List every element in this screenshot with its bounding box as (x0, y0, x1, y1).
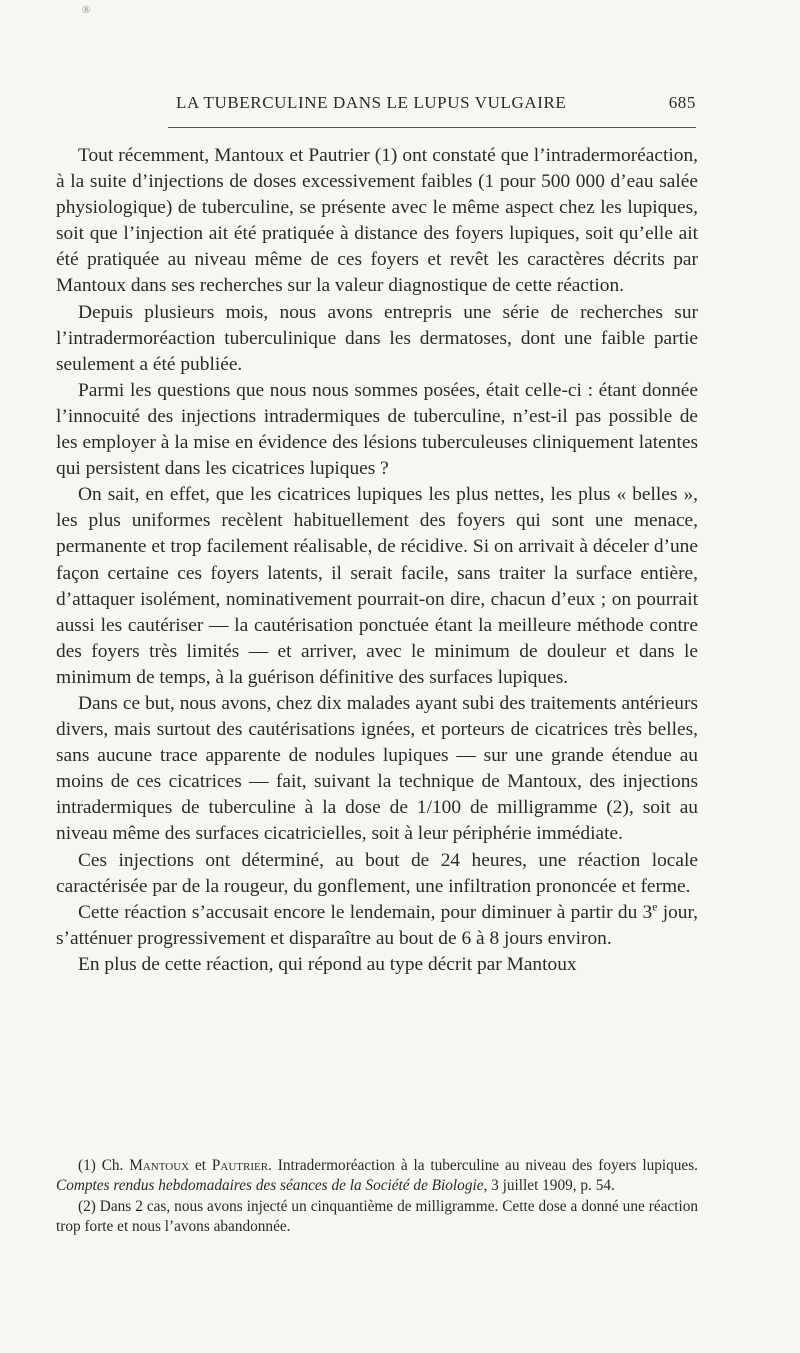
footnote-1-end: , 3 juillet 1909, p. 54. (483, 1177, 615, 1195)
paragraph-8: En plus de cette réaction, qui répond au type décrit par Mantoux (78, 953, 577, 975)
running-title: LA TUBERCULINE DANS LE LUPUS VULGAIRE (176, 93, 567, 112)
footnote-1-and: et (189, 1157, 212, 1174)
paragraph-5: Dans ce but, nous avons, chez dix malades ayant subi des traitements antérieurs divers, mais surtout des cautérisations ignées, et porteurs de cicatrices très belles, sans aucune trace apparente de nodules lupiques — sur une grande étendue au moins de ces cicatrices — fait, suivant la technique de Mantoux, des injections intradermiques de tuberculine à la dose de 1/100 de milligramme (2), soit au niveau même des surfaces cicatricielles, soit à leur périphérie immédiate. (56, 692, 698, 845)
paragraph-2: Depuis plusieurs mois, nous avons entrepris une série de recherches sur l’intradermoréaction tuberculinique dans les dermatoses, dont une faible partie seulement a été publiée. (56, 301, 698, 375)
paragraph-4: On sait, en effet, que les cicatrices lupiques les plus nettes, les plus « belles », les plus uniformes recèlent habituellement des foyers qui sont une menace, permanente et trop facilement réalisable, de récidive. Si on arrivait à déceler d’une façon certaine ces foyers latents, il serait facile, sans traiter la surface entière, d’attaquer isolément, nominativement pourrait-on dire, chacun d’eux ; on pourrait aussi les cautériser — la cautérisation ponctuée étant la meilleure méthode contre des foyers très limités — et arriver, avec le minimum de douleur et dans le minimum de temps, à la guérison définitive des surfaces lupiques. (56, 484, 698, 688)
ordinal-superscript: e (652, 900, 658, 914)
footnote-1-author-2: Pautrier (211, 1157, 269, 1174)
body-text (56, 143, 698, 978)
paragraph-7 (56, 900, 698, 952)
page-number: 685 (668, 93, 696, 112)
footnote-1 (56, 1156, 698, 1197)
paragraph-7-end: jour, s’atténuer progressivement et disparaître au bout de 6 à 8 jours environ. (56, 901, 698, 949)
paragraph-1: Tout récemment, Mantoux et Pautrier (1) ont constaté que l’intradermoréaction, à la suite d’injections de doses excessivement faibles (1 pour 500 000 d’eau salée physiologique) de tuberculine, se présente avec le même aspect chez les lupiques, soit que l’injection ait été pratiquée à distance des foyers lupiques, soit qu’elle ait été pratiquée au niveau même de ces foyers et revêt les caractères décrits par Mantoux dans ses recherches sur la valeur diagnostique de cette réaction. (56, 145, 698, 297)
header-rule (168, 127, 696, 128)
footnotes (56, 1156, 698, 1238)
footnote-1-journal: Comptes rendus hebdomadaires des séances de la Société de Biologie (56, 1177, 484, 1195)
footnote-2: (2) Dans 2 cas, nous avons injecté un cinquantième de milligramme. Cette dose a donné une réaction trop forte et nous l’avons abandonnée. (56, 1197, 698, 1236)
paragraph-3: Parmi les questions que nous nous sommes posées, était celle-ci : étant donnée l’innocuité des injections intradermiques de tuberculine, n’est-il pas possible de les employer à la mise en évidence des lésions tuberculeuses cliniquement latentes qui persistent dans les cicatrices lupiques ? (56, 379, 698, 480)
paragraph-7-start: Cette réaction s’accusait encore le lendemain, pour diminuer à partir du 3 (78, 901, 653, 923)
footnote-1-author-1: Mantoux (129, 1157, 190, 1174)
paragraph-6: Ces injections ont déterminé, au bout de 24 heures, une réaction locale caractérisée par de la rougeur, du gonflement, une infiltration prononcée et ferme. (56, 849, 698, 897)
footnote-1-number: (1) Ch. (78, 1157, 130, 1174)
scan-mark: ® (82, 4, 91, 16)
footnote-1-title: . Intradermoréaction à la tuberculine au niveau des foyers lupiques. (268, 1157, 698, 1174)
running-header (176, 93, 696, 113)
